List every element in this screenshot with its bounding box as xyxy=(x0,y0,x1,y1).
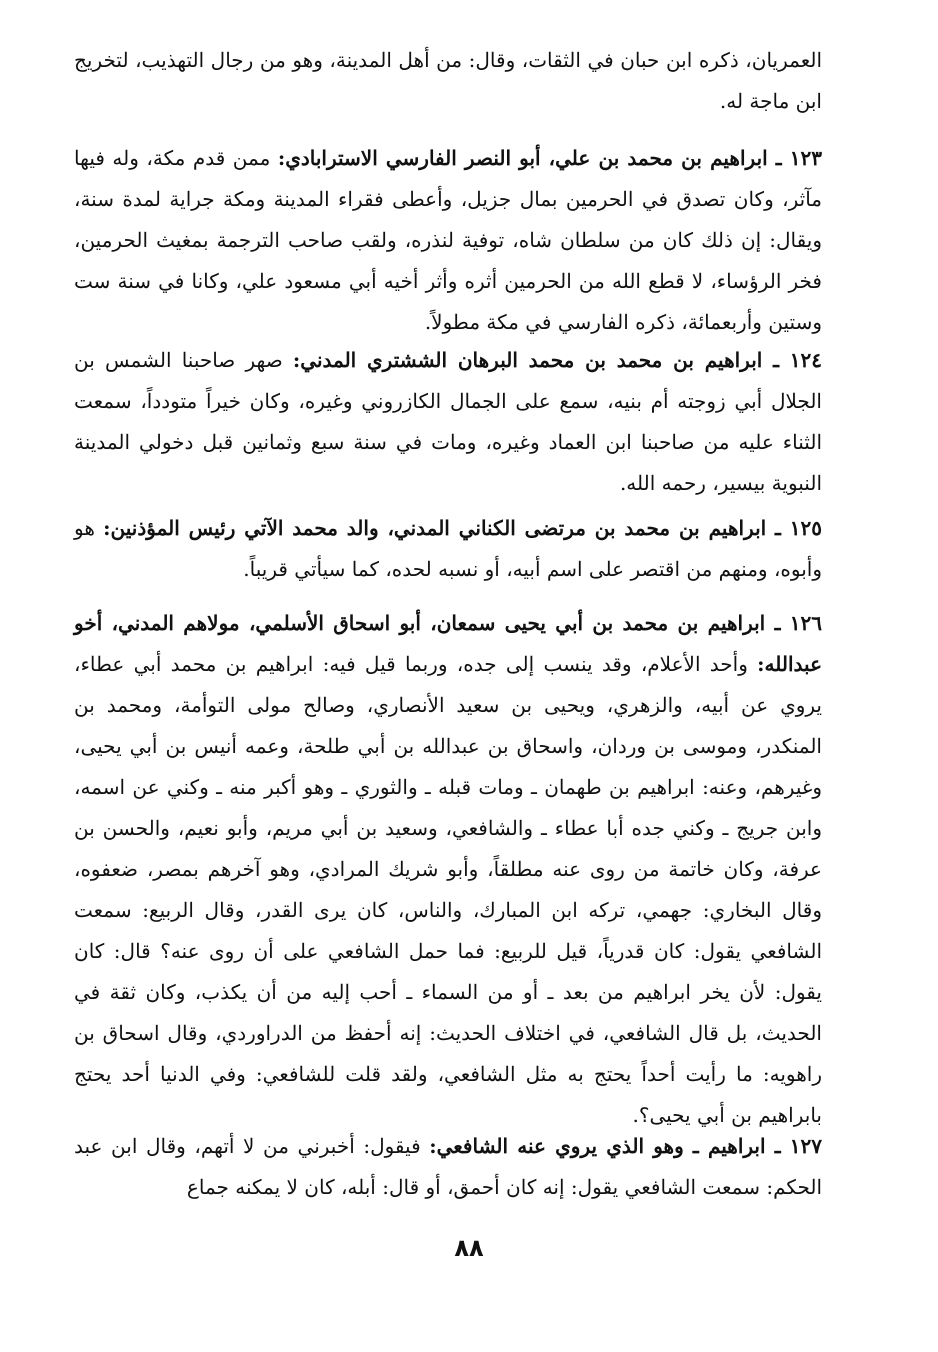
entry-heading: ١٢٣ ـ ابراهيم بن محمد بن علي، أبو النصر الفارسي الاسترابادي: xyxy=(277,146,823,170)
entry-text: ممن قدم مكة، وله فيها مآثر، وكان تصدق في الحرمين بمال جزيل، وأعطى فقراء المدينة ومكة جراية لمدة سنة، ويقال: إن ذلك كان من سلطان شاه، توفية لنذره، ولقب صاحب الترجمة بمغيث الحرمين، فخر الرؤساء، لا قطع الله من الحرمين أثره وأثر أخيه أبي مسعود علي، وكانا في سنة ست وستين وأربعمائة، ذكره الفارسي في مكة مطولاً. xyxy=(74,146,822,334)
entry-heading: ١٢٦ ـ ابراهيم بن محمد بن أبي يحيى سمعان، أبو اسحاق الأسلمي، مولاهم المدني، أخو عبدالله: xyxy=(74,611,822,676)
entry-text: هو وأبوه، ومنهم من اقتصر على اسم أبيه، أو نسبه لحده، كما سيأتي قريباً. xyxy=(74,516,822,581)
page-number: ٨٨ xyxy=(454,1234,484,1262)
entry-text: صهر صاحبنا الشمس بن الجلال أبي زوجته أم بنيه، سمع على الجمال الكازروني وغيره، وكان خيراً متودداً، سمعت الثناء عليه من صاحبنا ابن العماد وغيره، ومات في سنة سبع وثمانين قبل دخولي المدينة النبوية بيسير، رحمه الله. xyxy=(74,348,822,495)
entry-125 xyxy=(74,508,822,590)
paragraph-continuation xyxy=(74,40,822,122)
entry-127 xyxy=(74,1126,822,1208)
entry-123 xyxy=(74,138,822,343)
entry-heading: ١٢٥ ـ ابراهيم بن محمد بن مرتضى الكناني المدني، والد محمد الآتي رئيس المؤذنين: xyxy=(103,516,822,540)
entry-heading: ١٢٤ ـ ابراهيم بن محمد بن محمد البرهان الششتري المدني: xyxy=(292,348,822,372)
entry-text: فيقول: أخبرني من لا أتهم، وقال ابن عبد الحكم: سمعت الشافعي يقول: إنه كان أحمق، أو قال: أبله، كان لا يمكنه جماع xyxy=(74,1134,822,1199)
entry-124 xyxy=(74,340,822,504)
entry-126 xyxy=(74,603,822,1136)
paragraph-text: العمريان، ذكره ابن حبان في الثقات، وقال: من أهل المدينة، وهو من رجال التهذيب، لتخريج ابن ماجة له. xyxy=(74,48,822,113)
entry-text: وأحد الأعلام، وقد ينسب إلى جده، وربما قيل فيه: ابراهيم بن محمد أبي عطاء، يروي عن أبيه، والزهري، ويحيى بن سعيد الأنصاري، وصالح مولى التوأمة، ومحمد بن المنكدر، وموسى بن وردان، واسحاق بن عبدالله بن أبي طلحة، وعمه أنيس بن أبي يحيى، وغيرهم، وعنه: ابراهيم بن طهمان ـ ومات قبله ـ والثوري ـ وهو أكبر منه ـ وكني عن اسمه، وابن جريج ـ وكني جده أبا عطاء ـ والشافعي، وسعيد بن أبي مريم، وأبو نعيم، والحسن بن عرفة، وكان خاتمة من روى عنه مطلقاً، وأبو شريك المرادي، وهو آخرهم بمصر، ضعفوه، وقال البخاري: جهمي، تركه ابن المبارك، والناس، كان يرى القدر، وقال الربيع: سمعت الشافعي يقول: كان قدرياً، قيل للربيع: فما حمل الشافعي على أن روى عنه؟ قال: كان يقول: لأن يخر ابراهيم من بعد ـ أو من السماء ـ أحب إليه من أن يكذب، وكان ثقة في الحديث، بل قال الشافعي، في اختلاف الحديث: إنه أحفظ من الدراوردي، وقال اسحاق بن راهويه: ما رأيت أحداً يحتج به مثل الشافعي، ولقد قلت للشافعي: وفي الدنيا أحد يحتج بابراهيم بن أبي يحيى؟. xyxy=(74,652,822,1127)
entry-heading: ١٢٧ ـ ابراهيم ـ وهو الذي يروي عنه الشافعي: xyxy=(429,1134,823,1158)
